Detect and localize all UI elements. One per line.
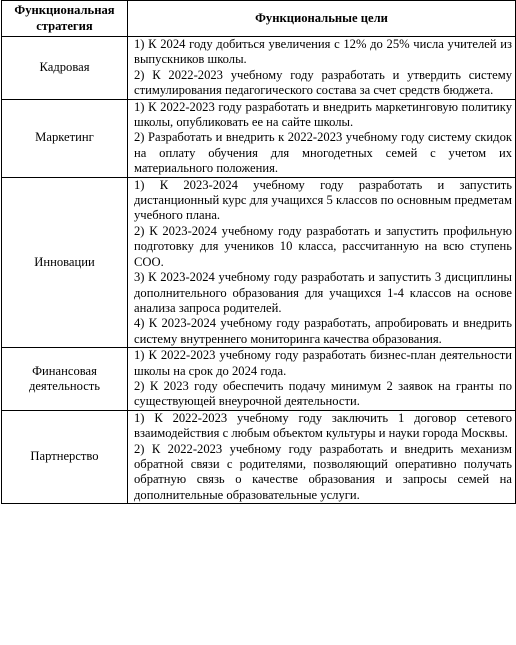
goal-item: 1) К 2022-2023 году разработать и внедрить маркетинговую политику школы, опубликовать ее на сайте школы.	[134, 99, 512, 130]
table-row-innovation	[2, 177, 516, 347]
goal-item: 2) К 2023-2024 учебному году разработать и запустить профильную подготовку для учеников 10 класса, рассчитанную на всю ступень СОО.	[134, 223, 512, 269]
goal-item: 1) К 2023-2024 учебному году разработать и запустить дистанционный курс для учащихся 5 классов по основным предметам учебного плана.	[134, 177, 512, 223]
table-header-row	[2, 1, 516, 37]
table-row-partnership	[2, 410, 516, 503]
goal-item: 1) К 2022-2023 учебному году заключить 1 договор сетевого взаимодействия с любым объектом культуры и науки города Москвы.	[134, 410, 512, 441]
goals-cell	[128, 99, 516, 177]
goals-cell	[128, 177, 516, 347]
goal-item: 1) К 2022-2023 учебному году разработать бизнес-план деятельности школы на срок до 2024 года.	[134, 348, 512, 378]
strategy-goals-table	[1, 0, 516, 504]
table-row-finance	[2, 348, 516, 411]
goals-cell	[128, 348, 516, 411]
table-row-hr	[2, 37, 516, 100]
strategy-cell: Кадровая	[2, 37, 128, 100]
goal-item: 2) К 2023 году обеспечить подачу минимум 2 заявок на гранты по существующей внеурочной деятельности.	[134, 378, 512, 409]
goal-item: 2) К 2022-2023 учебному году разработать и внедрить механизм обратной связи с родителями, позволяющий оперативно получать обратную связь о качестве образования и запросы семей на дополнительные образовательные услуги.	[134, 441, 512, 502]
goal-item: 2) Разработать и внедрить к 2022-2023 учебному году систему скидок на оплату обучения для многодетных семей с учетом их материального положения.	[134, 130, 512, 176]
goals-cell	[128, 410, 516, 503]
goals-cell	[128, 37, 516, 100]
strategy-cell: Маркетинг	[2, 99, 128, 177]
goal-item: 4) К 2023-2024 учебному году разработать, апробировать и внедрить систему внутреннего мониторинга качества образования.	[134, 316, 512, 346]
table-row-marketing	[2, 99, 516, 177]
strategy-cell: Инновации	[2, 177, 128, 347]
header-strategy: Функциональная стратегия	[2, 1, 128, 37]
strategy-cell: Партнерство	[2, 410, 128, 503]
strategy-cell: Финансовая деятельность	[2, 348, 128, 411]
header-goals: Функциональные цели	[128, 1, 516, 37]
goal-item: 3) К 2023-2024 учебному году разработать и запустить 3 дисциплины дополнительного образования для учащихся 1-4 классов на основе анализа запроса родителей.	[134, 270, 512, 315]
goal-item: 1) К 2024 году добиться увеличения с 12% до 25% числа учителей из выпускников школы.	[134, 37, 512, 67]
goal-item: 2) К 2022-2023 учебному году разработать и утвердить систему стимулирования педагогического состава за счет средств бюджета.	[134, 67, 512, 98]
